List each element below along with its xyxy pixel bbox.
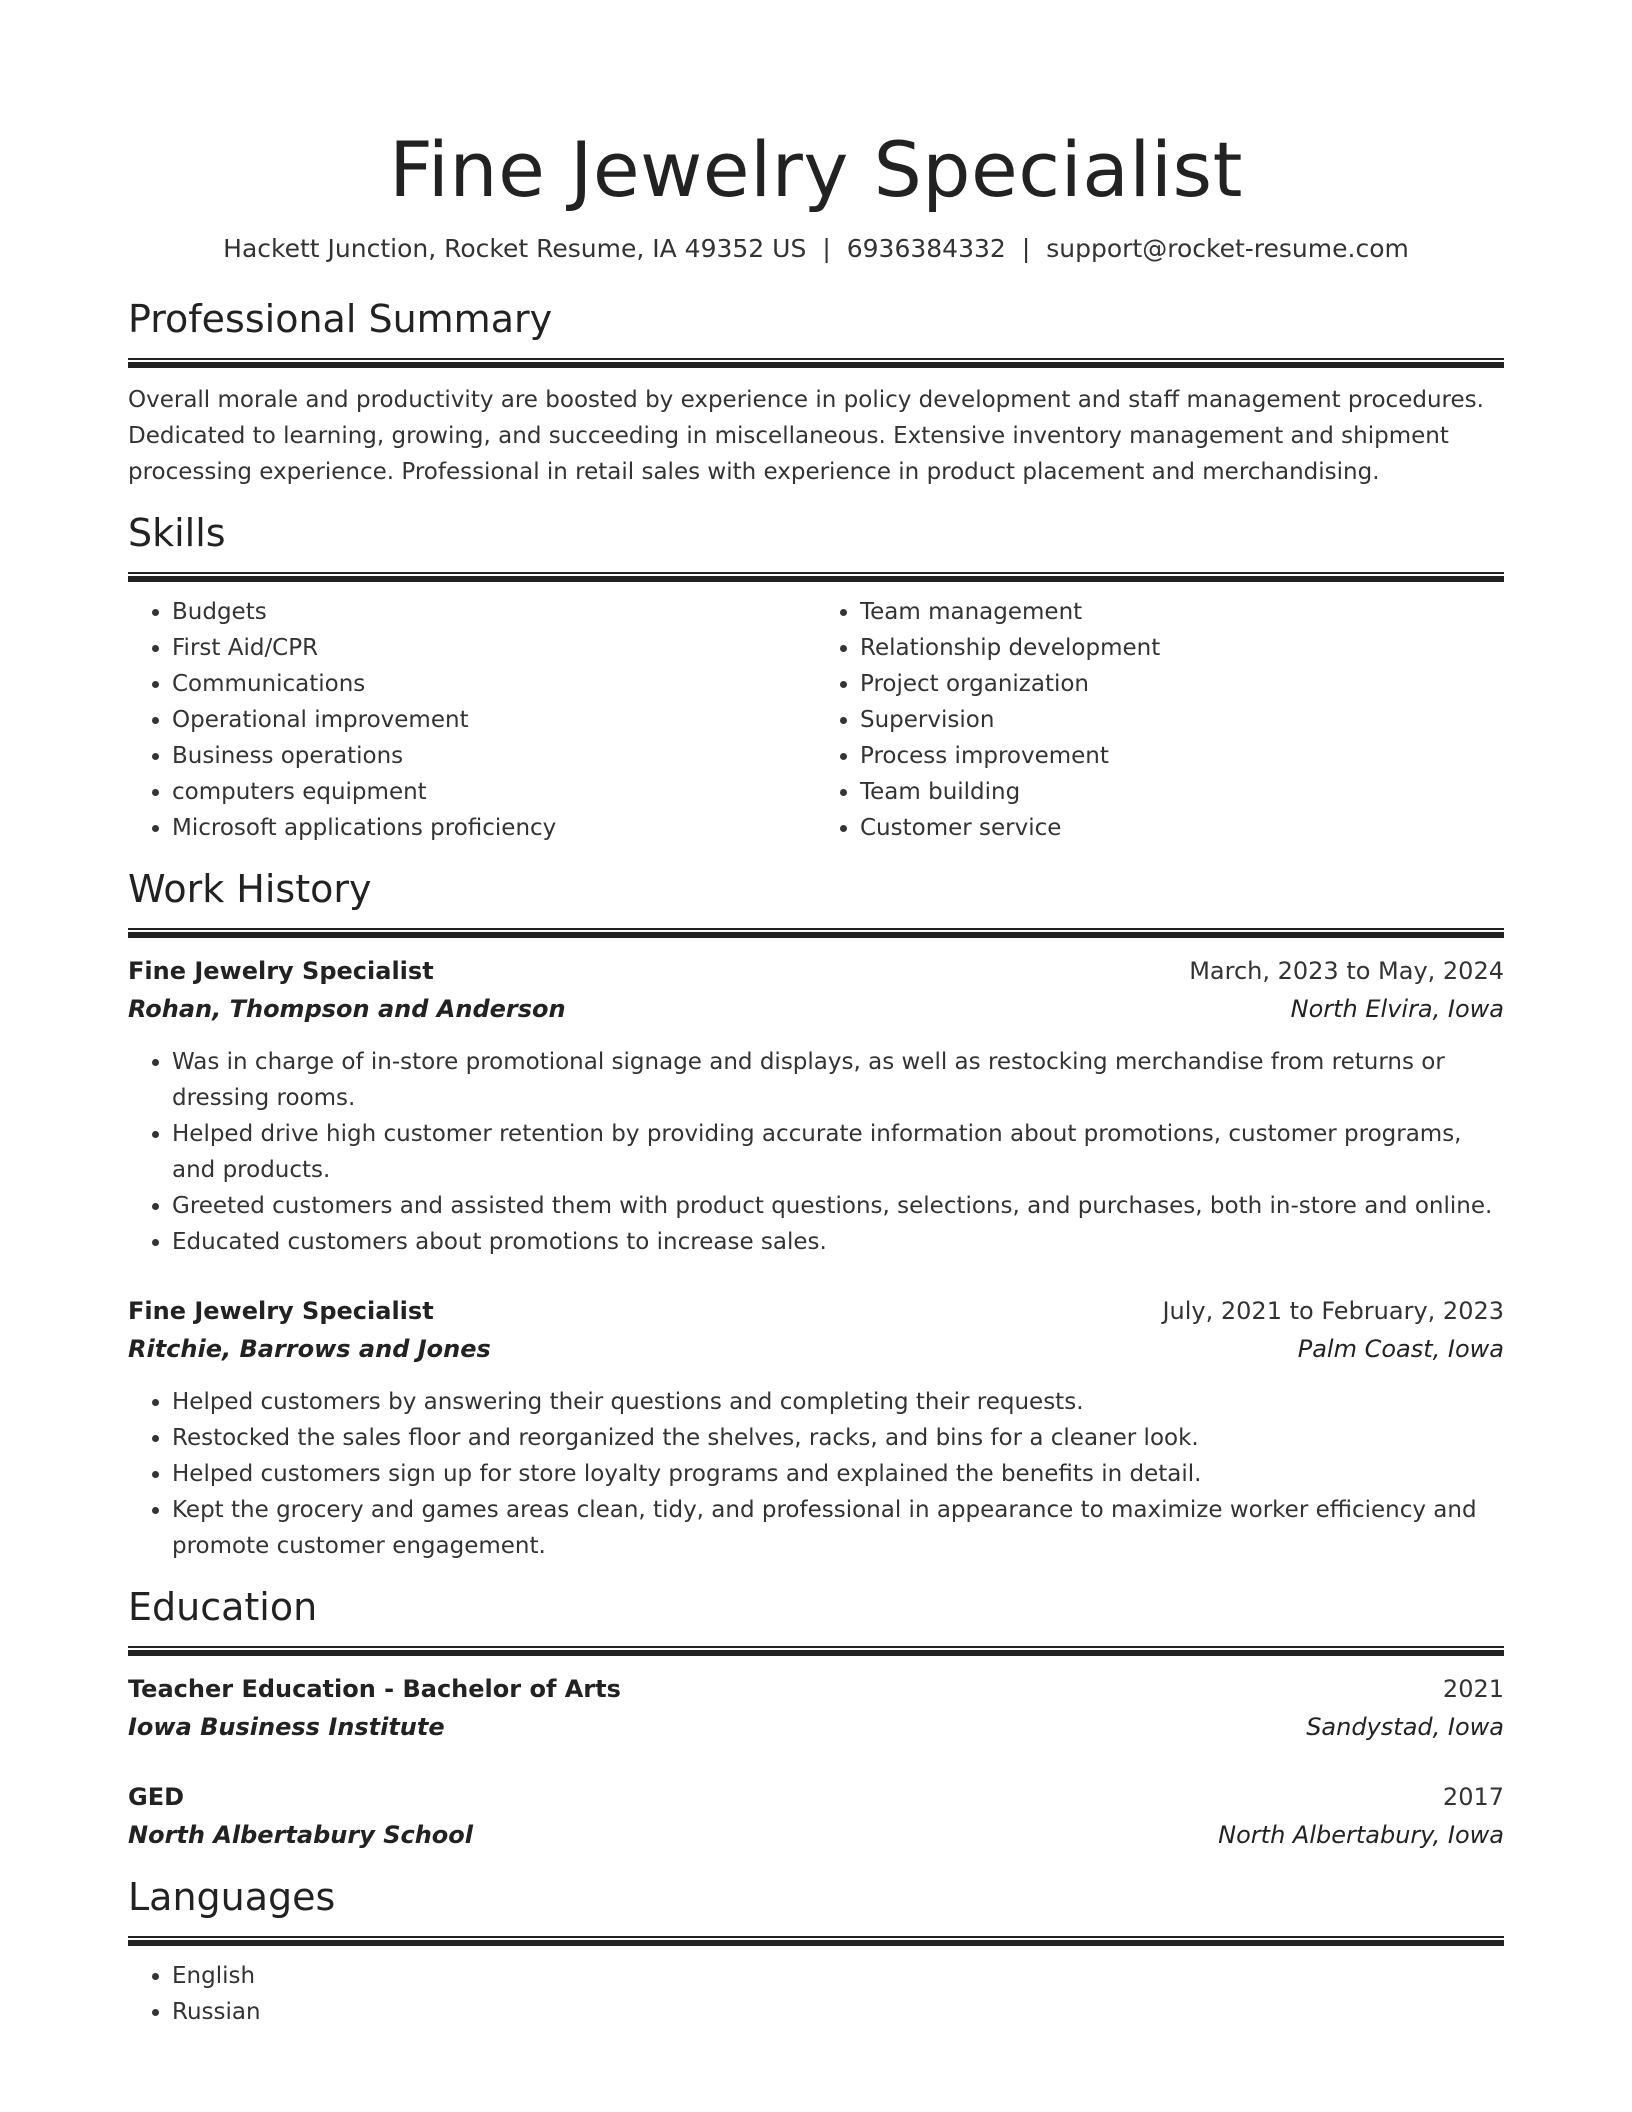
education-header-row [128,1778,1504,1816]
job-company-row [128,990,1504,1028]
education-school: Iowa Business Institute [128,1713,445,1741]
education-entry [128,1670,1504,1746]
section-divider [128,358,1504,368]
contact-line [128,232,1504,266]
section-divider [128,1646,1504,1656]
job-bullet: • Helped customers sign up for store loyalty programs and explained the benefits in detail. [172,1456,1504,1492]
skills-columns [128,594,1504,846]
section-divider [128,928,1504,938]
job-title: Fine Jewelry Specialist [128,1297,434,1325]
job-bullets [128,1044,1504,1260]
resume-page [128,0,1504,2030]
job-bullet: • Greeted customers and assisted them with product questions, selections, and purchases, both in-store and online. [172,1188,1504,1224]
skill-item: • computers equipment [172,774,816,810]
skill-item: • Team management [860,594,1504,630]
skill-item: • Team building [860,774,1504,810]
job-bullet: • Was in charge of in-store promotional signage and displays, as well as restocking merchandise from returns or dressing rooms. [172,1044,1504,1116]
skills-list-left [128,594,816,846]
education-school-row [128,1816,1504,1854]
contact-email: support@rocket-resume.com [1046,234,1409,263]
languages-list [128,1958,1504,2030]
contact-phone: 6936384332 [846,234,1006,263]
education-year: 2017 [1442,1783,1504,1811]
section-title-summary: Professional Summary [128,297,553,341]
job-company: Rohan, Thompson and Anderson [128,995,566,1023]
job-bullet: • Restocked the sales floor and reorganized the shelves, racks, and bins for a cleaner look. [172,1420,1504,1456]
section-divider [128,1936,1504,1946]
education-school: North Albertabury School [128,1821,473,1849]
education-entry [128,1778,1504,1854]
skill-item: • Operational improvement [172,702,816,738]
skill-item: • Microsoft applications proficiency [172,810,816,846]
job-bullets [128,1384,1504,1564]
education-degree: GED [128,1783,185,1811]
skill-item: • Business operations [172,738,816,774]
section-divider [128,572,1504,582]
job-bullet: • Helped drive high customer retention by providing accurate information about promotions, customer programs, and products. [172,1116,1504,1188]
languages-section [128,1872,1504,2030]
job-location: Palm Coast, Iowa [1297,1335,1504,1363]
job-entry [128,1292,1504,1564]
skill-item: • Customer service [860,810,1504,846]
job-header-row [128,952,1504,990]
work-history-section [128,864,1504,1564]
education-location: North Albertabury, Iowa [1218,1821,1504,1849]
job-bullet: • Educated customers about promotions to increase sales. [172,1224,1504,1260]
skill-item: • Relationship development [860,630,1504,666]
section-title-languages: Languages [128,1875,336,1919]
education-header-row [128,1670,1504,1708]
job-dates: March, 2023 to May, 2024 [1189,957,1504,985]
job-bullet: • Kept the grocery and games areas clean, tidy, and professional in appearance to maximize worker efficiency and promote customer engagement. [172,1492,1504,1564]
job-location: North Elvira, Iowa [1290,995,1504,1023]
skills-list-right [816,594,1504,846]
job-company-row [128,1330,1504,1368]
job-entry [128,952,1504,1260]
section-title-work-history: Work History [128,867,372,911]
section-title-skills: Skills [128,511,226,555]
skill-item: • Project organization [860,666,1504,702]
education-school-row [128,1708,1504,1746]
job-title: Fine Jewelry Specialist [128,957,434,985]
skill-item: • Budgets [172,594,816,630]
contact-address: Hackett Junction, Rocket Resume, IA 49352 US [223,234,807,263]
education-degree: Teacher Education - Bachelor of Arts [128,1675,621,1703]
section-title-education: Education [128,1585,318,1629]
resume-name: Fine Jewelry Specialist [389,125,1243,214]
language-item: • English [172,1958,1504,1994]
job-bullet: • Helped customers by answering their questions and completing their requests. [172,1384,1504,1420]
summary-text: Overall morale and productivity are boosted by experience in policy development and staff management procedures. Dedicated to learning, growing, and succeeding in miscellaneous. Extensive inventory management and shipment processing experience. Professional in retail sales with experience in product placement and merchandising. [128,387,1484,485]
education-section [128,1582,1504,1854]
language-item: • Russian [172,1994,1504,2030]
job-header-row [128,1292,1504,1330]
education-location: Sandystad, Iowa [1306,1713,1504,1741]
skill-item: • First Aid/CPR [172,630,816,666]
skill-item: • Communications [172,666,816,702]
skill-item: • Process improvement [860,738,1504,774]
contact-separator: | [1021,234,1031,263]
contact-separator: | [822,234,831,263]
education-year: 2021 [1442,1675,1504,1703]
job-dates: July, 2021 to February, 2023 [1162,1297,1504,1325]
skill-item: • Supervision [860,702,1504,738]
job-company: Ritchie, Barrows and Jones [128,1335,491,1363]
summary-section [128,294,1504,490]
skills-section [128,508,1504,846]
